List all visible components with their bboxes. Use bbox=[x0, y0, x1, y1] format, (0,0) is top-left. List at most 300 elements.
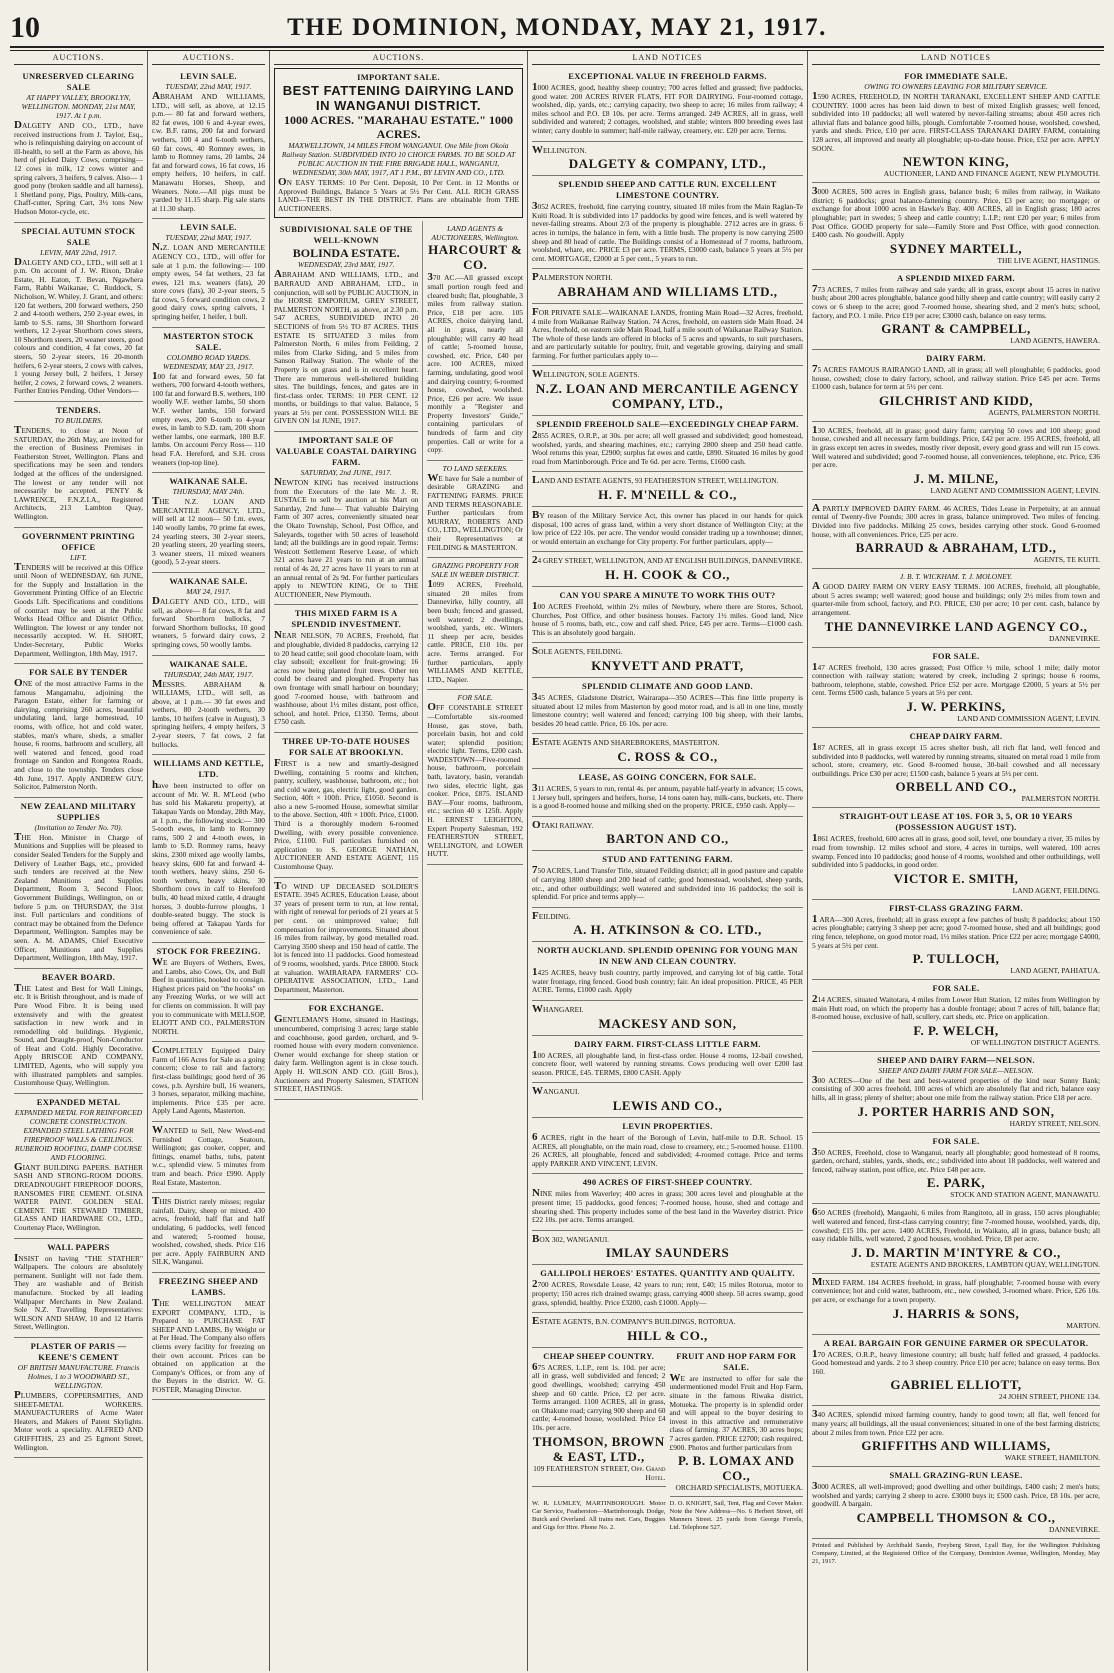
classified-ad bbox=[812, 1467, 1100, 1539]
classified-ad bbox=[812, 648, 1100, 728]
agent-name: GABRIEL ELLIOTT, bbox=[890, 1377, 1022, 1393]
classified-ad bbox=[274, 733, 418, 878]
ad-subtitle: LAND AGENTS & AUCTIONEERS, Wellington. bbox=[431, 224, 519, 243]
ad-pair bbox=[532, 1348, 803, 1497]
ad-body: 370 AC.—All grassed except small portion rough feed and cleared bush; flat, ploughable, 3 miles from railway station. Price, £18 per acre. 105 ACRES, choice dairying land, all in grass, nearly all ploughable; will carry 40 head of cattle; 5-roomed house, cowshed, etc. Price, £40 per acre. 100 ACRES, mixed farming, undulating, good wool and dairying country; 6-roomed house, cowshed, woolshed. Price, £26 per acre. We issue monthly a "Register and Property Investors' Guide," containing particulars of hundreds of farm and city properties. Call or write for a copy. bbox=[427, 271, 523, 455]
agent-name: SYDNEY MARTELL, bbox=[889, 240, 1023, 256]
ad-subtitle: LEVIN, MAY 22nd, 1917. bbox=[40, 247, 117, 257]
classified-ad bbox=[14, 798, 143, 969]
classified-ad bbox=[812, 68, 1100, 183]
lumley-ad: W. R. LUMLEY, MARTINBOROUGH. Motor Car Service, Featherston—Martinborough. Dodge, Buick and Overland. All trains met. Cars, Buggies and Gigs for Hire. Phone No. 2. bbox=[532, 1500, 666, 1532]
ad-body: A PARTLY IMPROVED DAIRY FARM. 46 ACRES, Tides Lease in Perpetuity, at an annual rental of Twenty-five Pounds; 300 acres in grass, balance unimproved. Two miles of fencing. Divided into five paddocks. Milking 25 cows, besides carrying other stock. Good 6-roomed house, with all conveniences. Price, £25 per acre. bbox=[812, 501, 1100, 539]
agent-address: OF WELLINGTON DISTRICT AGENTS. bbox=[970, 1037, 1100, 1047]
classified-ad bbox=[274, 878, 418, 1001]
classified-ad bbox=[14, 1338, 143, 1458]
classified-ad bbox=[532, 1001, 803, 1036]
footer-ads bbox=[532, 1497, 803, 1532]
classified-ad bbox=[152, 573, 265, 656]
column-auctions-1 bbox=[10, 51, 148, 1671]
classified-ad bbox=[532, 1083, 803, 1118]
ad-heading: FRUIT AND HOP FARM FOR SALE. bbox=[676, 1350, 797, 1372]
ad-headline: BEST FATTENING DAIRYING LAND IN WANGANUI DISTRICT. bbox=[282, 83, 515, 113]
ad-heading: FOR EXCHANGE. bbox=[308, 1003, 384, 1014]
agent-name: ABRAHAM AND WILLIAMS LTD., bbox=[557, 283, 778, 299]
column-heading: AUCTIONS. bbox=[152, 51, 265, 65]
classified-ad bbox=[14, 1239, 143, 1338]
classified-ad bbox=[532, 817, 803, 852]
classified-ad bbox=[532, 68, 803, 142]
ad-body: 675 ACRES, L.I.P., rent 1s. 10d. per acre; all in grass, well subdivided and fenced; 2 good dwellings, woolshed; carrying 450 sheep and 60 cattle. Price, £2 per acre. Terms arranged. 1100 ACRES, all in grass, on Ohakune road; carrying 900 sheep and 60 cattle; 4-roomed house, woolshed. Price £4 10s. per acre. bbox=[532, 1360, 666, 1432]
classified-ad bbox=[532, 769, 803, 817]
ad-body: 300 ACRES—One of the best and best-watered properties of the kind near Sunny Bank; consisting of 300 acres freehold, 100 acres of which are absolutely flat and rich, balance easy hills, all in grass; plenty of shelter; about one mile from the railway station. Price £18 per acre. bbox=[812, 1073, 1100, 1103]
ad-body: 1861 ACRES, freehold, 600 acres all in grass, good soil, level, one boundary a river, 35 miles by road from township. 12 miles school and store, 4 acres in turnips, well watered, 100 acres swamp. Fenced into 10 paddocks; good house of 4 rooms, woolshed and other outbuildings, well subdivided into 5 paddocks, in good order. bbox=[812, 832, 1100, 870]
ad-subtitle: J. B. T. WICKHAM. T. J. MOLONEY. bbox=[899, 572, 1013, 582]
agent-name: J. PORTER HARRIS AND SON, bbox=[857, 1103, 1055, 1119]
classified-ad bbox=[532, 851, 803, 907]
ad-body: GENTLEMAN'S Home, situated in Hastings, unencumbered, comprising 3 acres; large stable and coachhouse, good garden, orchard, and 9-roomed house with every modern convenience. Owner would exchange for sheep station or dairy farm. Wellington agent is in close touch. Apply H. WILSON AND CO. (Gill Bros.), Auctioneers and Property Salesmen, STATION STREET, HASTINGS. bbox=[274, 1013, 419, 1094]
classified-ad bbox=[152, 1042, 265, 1122]
agent-address: LAND AGENT AND COMMISSION AGENT, LEVIN. bbox=[930, 485, 1100, 495]
ad-heading: SHEEP AND DAIRY FARM—NELSON. bbox=[877, 1054, 1035, 1065]
classified-ad bbox=[14, 528, 143, 665]
agent-name: GRIFFITHS AND WILLIAMS, bbox=[861, 1438, 1051, 1454]
agent-name: THOMSON, BROWN & EAST, LTD., bbox=[532, 1433, 665, 1464]
classified-ad bbox=[152, 755, 265, 943]
ad-heading: FOR SALE BY TENDER bbox=[29, 667, 128, 678]
agent-address: STOCK AND STATION AGENT, MANAWATU. bbox=[950, 1190, 1100, 1200]
classified-ad bbox=[532, 1231, 803, 1266]
ad-body: 311 ACRES, 5 years to run, rental 4s. per annum, payable half-yearly in advance; 15 cows, 1 Jersey bull, springers and heifers, horse, 14 tons oaten hay, milk-cans, buckets, etc. There is a good 8-roomed house and milking shed on the property. PRICE, £950 cash. Apply— bbox=[532, 781, 803, 811]
ad-list bbox=[423, 221, 523, 1099]
classified-ad bbox=[274, 1000, 418, 1099]
ad-subtitle: GRAZING PROPERTY FOR SALE IN WEBER DISTRICT. bbox=[431, 561, 520, 580]
ad-body: WE are instructed to offer for sale the undermentioned model Fruit and Hop Farm, situate in the famous Riwaka district, Motueka. The property is in splendid order and will appeal to the buyer desiring to invest in this attractive and remunerative class of farming. 37 ACRES, 30 acres hops; 7 acres garden. PRICE £2700; cash required, £900. Photos and further particulars from bbox=[669, 1371, 803, 1452]
classified-ad bbox=[14, 1094, 143, 1239]
classified-ad bbox=[532, 1313, 803, 1348]
agent-name: VICTOR E. SMITH, bbox=[893, 870, 1019, 886]
classified-ad bbox=[532, 908, 803, 943]
ad-heading: EXCEPTIONAL VALUE IN FREEHOLD FARMS. bbox=[568, 71, 767, 81]
ad-body: FOR PRIVATE SALE—WAIKANAE LANDS, fronting Main Road—32 Acres, freehold, 4 mile from Waikanae Railway Station. 74 Acres, freehold, on eastern side Main Road. 24 Acres, freehold, on eastern side Main Road, half a mile south of Waikanae Railway Station. The whole of these lands are offered in blocks of 5 acres and upwards, to suit purchasers, and are particularly suitable for poultry, fruit, and vegetable growing, dairying and small farming. For further particulars apply to— bbox=[532, 305, 804, 360]
column-split bbox=[274, 221, 523, 1099]
ad-heading: LEASE, AS GOING CONCERN, FOR SALE. bbox=[578, 771, 757, 782]
classified-ad bbox=[152, 943, 265, 1042]
ad-body: GIANT BUILDING PAPERS. BATHER SASH AND STRONG-ROOM DOORS. DREADNOUGHT FIREPROOF DOORS, RANSOMES FIRE CEMENT. OLSINA WATER PAINT. GOLDEN SEAL CEMENT. THE STEWARD TIMBER, GLASS AND HARDWARE CO., LTD., Courtenay Place, Wellington. bbox=[14, 1160, 143, 1232]
classified-ad bbox=[532, 416, 803, 472]
ad-heading: SPLENDID SHEEP AND CATTLE RUN. EXCELLENT LIMESTONE COUNTRY. bbox=[558, 179, 777, 201]
ad-body: THE Hon. Minister in Charge of Munitions and Supplies will be pleased to consider Sealed Tenders for the Supply and Delivery of Leather Bags, etc., provided such tenders are received at the New Zealand Munitions and Supplies Department, Room 3, Second Floor, Government Buildings, Wellington, on or before 5 p.m. on THURSDAY, the 31st inst. Full particulars and conditions of contract may be obtained from the Defence Department, Wellington. Samples may be seen. A. M. ADAMS, Chief Executive Officer, Munitions and Supplies Department, Wellington, 18th May, 1917. bbox=[14, 830, 143, 963]
ad-body: OTAKI RAILWAY. bbox=[532, 818, 594, 831]
ad-heading: IMPORTANT SALE OF VALUABLE COASTAL DAIRYING FARM. bbox=[275, 435, 417, 468]
ad-subtitle: SATURDAY, 2nd JUNE, 1917. bbox=[300, 468, 392, 478]
ad-body: INSIST on having "THE STATHER" Wallpapers. The colours are absolutely permanent. Sunlight will not fade them. They are washable and of British manufacture. Stocked by all leading Wallpaper Merchants in New Zealand. Sole N.Z. Travelling Representatives: WILSON AND SHAW, 10 and 12 Harris Street, Wellington. bbox=[14, 1251, 143, 1332]
classified-ad bbox=[532, 269, 803, 304]
agent-name: H. F. M'NEILL & CO., bbox=[598, 487, 737, 503]
classified-ad bbox=[532, 942, 803, 1001]
ad-body: FIRST is a new and smartly-designed Dwelling, containing 5 rooms and kitchen, pantry, scullery, washhouse, bathroom, etc.; hot and cold water, gas, electric light, good garden. Section, 40ft × 100ft. Price, £1050. Second is also a new 5-roomed House, somewhat similar to the above. Section, 40ft × 100ft. Price, £1000. Third is a thoroughly modern 6-roomed Dwelling, with every possible convenience. Price, £1100. Full particulars furnished on application to S. GEORGE NATHAN, AUCTIONEER AND ESTATE AGENT, 115 Customhouse Quay. bbox=[274, 756, 419, 872]
ad-subtitle: AT HAPPY VALLEY, BROOKLYN, WELLINGTON. MONDAY, 21st MAY, 1917. At 1 p.m. bbox=[21, 93, 136, 120]
classified-ad bbox=[812, 808, 1100, 899]
agent-address: AGENTS, TE KUITI. bbox=[1033, 555, 1100, 565]
agent-name: H. H. COOK & CO., bbox=[605, 567, 730, 582]
classified-ad bbox=[812, 900, 1100, 980]
agent-name: J. M. MILNE, bbox=[913, 470, 999, 486]
ad-body: 2855 ACRES, O.R.P., at 30s. per acre; all well grassed and subdivided; good homestead, woolshed, yards, and shearing machines, etc.; carrying 2800 sheep and 250 head cattle. Wool returns this year, £2900; surplus fat ewes and cattle, £890. Situated 16 miles by good road from Martinborough. Price and Te 6d. per acre. Terms, £1600 cash. bbox=[532, 429, 803, 466]
agent-name: MACKESY AND SON, bbox=[598, 1015, 737, 1031]
ad-heading: FIRST-CLASS GRAZING FARM. bbox=[889, 902, 1023, 913]
ad-subtitle: OWING TO OWNERS LEAVING FOR MILITARY SERVICE. bbox=[864, 82, 1048, 91]
ad-subtitle: TUESDAY, 22nd MAY, 1917. bbox=[165, 82, 252, 91]
ad-body: ONE of the most attractive Farms in the famous Mangamahu, adjoining the Paragon Estate, either for farming or dairying, comprising 260 acres, beautiful undulating land, large homestead, 10 rooms, with office, hot and cold water, stables, man's whare, sheds, a smaller house, 6 rooms, bathroom and scullery, all well watered and fenced, good road frontage on Sandon and Rongotea Roads, and close to the township. Tenders close 4th June, 1917. Apply ANDREW GUY, Solicitor, Palmerston North. bbox=[14, 677, 143, 792]
ad-heading: FREEZING SHEEP AND LAMBS. bbox=[158, 1275, 259, 1297]
classified-ad bbox=[274, 432, 418, 605]
ad-body: ESTATE AGENTS AND SHAREBROKERS, MASTERTON. bbox=[532, 736, 720, 749]
knight-ad: D. O. KNIGHT, Sail, Tent, Flag and Cover Maker. Note the New Address—No. 6 Herbert Street, off Manners Street. 25 yards from George Forrels, Ltd. Telephone 527. bbox=[669, 1500, 803, 1532]
ad-body: 340 ACRES, splendid mixed farming country, handy to good town; all flat, well fenced for many years; all buildings, all the usual conveniences; situated in one of the best farming districts; about 2 miles from town. Price £22 per acre. bbox=[812, 1408, 1100, 1437]
classified-ad bbox=[812, 500, 1100, 569]
ad-heading: FOR SALE. bbox=[932, 1135, 980, 1146]
ad-body: PALMERSTON NORTH. bbox=[532, 271, 613, 284]
ad-body: 1 ARA—300 Acres, freehold; all in grass except a few patches of bush; 8 paddocks; about 150 acres ploughable; carrying 3 sheep per acre; good 7-roomed house, shed and all buildings; good ring fence, telephone, on good motor road, 1½ miles station. Price £22 per acre; mortgage £4000, 5 years at 5½ per cent. bbox=[812, 912, 1100, 950]
classified-ad bbox=[274, 221, 418, 432]
ad-body: THE WELLINGTON MEAT EXPORT COMPANY, LTD., is Prepared to PURCHASE FAT SHEEP AND LAMBS, By Weight or at Per Head. The Company also offers clients every facility for freezing on their own account. Prices can be obtained on application at the Company's Offices, or from any of the Buyers in the district. W. G. FOSTER, Managing Director. bbox=[152, 1296, 265, 1394]
ad-subtitle: FOR SALE. bbox=[457, 693, 493, 703]
ad-subtitle: COLOMBO ROAD YARDS. WEDNESDAY, MAY 23, 1917. bbox=[163, 352, 254, 371]
ad-subtitle: (Invitation to Tender No. 70). bbox=[34, 822, 123, 832]
column-auctions-2 bbox=[148, 51, 270, 1671]
ad-body: WE are Buyers of Wethers, Ewes, and Lambs, also Cows, Ox, and Bull Beef in quantities, hooked to consign. Highest prices paid on "the hooks" on any Freezing Works, or we will act for clients on commission. It will pay you to communicate with MELLSOP, ELIOTT AND CO., PALMERSTON NORTH. bbox=[152, 955, 265, 1036]
agent-name: C. ROSS & CO., bbox=[617, 748, 718, 764]
column-auctions-3 bbox=[270, 51, 528, 1671]
ad-subtitle: SHEEP AND DAIRY FARM FOR SALE—NELSON. bbox=[878, 1065, 1034, 1075]
agent-name: P. TULLOCH, bbox=[912, 951, 1000, 967]
ad-body: TENDERS will be received at this Office until Noon of WEDNESDAY, 6th JUNE, for the Supply and Installation in the Government Printing Office of an Electric Goods Lift. Specifications and conditions of contract may be seen at the Public Works Head Office and District Office, Wellington. The lowest or any tender not necessarily accepted. W. H. SHORT, Under-Secretary, Public Works Department, Wellington, 18th May, 1917. bbox=[14, 560, 143, 658]
ad-body: 345 ACRES, Gladstone District, Wairarapa—350 ACRES—This fine little property is situated about 12 miles from Masterton by good motor road, and is all in one line, mostly limestone country; well watered and fenced; carrying 100 big sheep, with their lambs, besides 20 head cattle. Price, £6 10s. per acre. bbox=[532, 690, 803, 728]
ad-body: DALGETY AND CO., LTD., will sell, as above— 8 fat cows, 8 fat and forward Shorthorn bullocks, 7 forward Shorthorn bullocks, 10 good weaners, 5 forward dairy cows, 2 springing cows, 50 woolly lambs. bbox=[152, 594, 265, 649]
agent-address: WAKE STREET, HAMILTON. bbox=[1004, 1453, 1100, 1463]
classified-ad bbox=[152, 219, 265, 327]
ad-body: THE N.Z. LOAN AND MERCANTILE AGENCY, LTD., will sell at 12 noon— 50 f.m. ewes, 140 woolly lambs, 70 prime fat ewes, 24 yearling steers, 30 2-year steers, 20 yearling steers, 20 yearling steers, 3 weaner steers, 11 mixed weaners (good), 5 2-year steers. bbox=[152, 495, 265, 567]
ad-heading: STUD AND FATTENING FARM. bbox=[602, 854, 733, 865]
ad-body: A GOOD DAIRY FARM ON VERY EASY TERMS. 100 ACRES, freehold, all ploughable, about 5 acres swamp; well watered; good house and buildings; only 2½ miles from town and quarter-mile from school, factory, and P.O. PRICE, £30 per acre; 10 per cent. cash, balance by arrangement. bbox=[812, 580, 1100, 617]
ad-body: BOX 302, WANGANUI. bbox=[532, 1232, 610, 1245]
ad-heading: WAIKANAE SALE. bbox=[169, 575, 248, 586]
agent-name: DALGETY & COMPANY, LTD., bbox=[568, 156, 767, 172]
classified-ad bbox=[532, 366, 803, 416]
ad-heading: SPLENDID CLIMATE AND GOOD LAND. bbox=[582, 680, 753, 691]
ad-body: 3052 ACRES, freehold, fine carrying country, situated 18 miles from the Main Raglan-Te Kuiti Road. It is subdivided into 17 paddocks by good wire fences, and is well watered by never-failing streams. About 2/3 of the property is ploughable. 2712 acres are in grass. 6 acres in turnips, the balance in fern, with a little bush. The property is now carrying 2500 sheep and 80 head of cattle. The Buildings consist of a Homestead of 7 rooms, bathroom, woolshed, whare, etc. PRICE £3 per acre. TERMS, £3000 cash, balance 5 years at 5½ per cent. MORTGAGE, £2000 at 5 per cent., 5 years to run. bbox=[532, 200, 803, 263]
classified-ad bbox=[427, 690, 523, 865]
classified-ad bbox=[812, 1052, 1100, 1133]
classified-ad bbox=[152, 473, 265, 573]
ad-subtitle: MAY 24, 1917. bbox=[186, 586, 231, 596]
ad-body: BY reason of the Military Service Act, this owner has placed in our hands for quick disposal, 100 acres of grass land, within a very short distance of Wellington City; at the low price of £22 10s. per acre. The vendor would consider trading up a townhouse; dinner, or would entertain an exchange for City property. For further particulars, apply— bbox=[532, 509, 803, 546]
ad-heading: A SPLENDID MIXED FARM. bbox=[897, 272, 1015, 283]
classified-ad bbox=[532, 1348, 666, 1487]
ad-body: 1425 ACRES, heavy bush country, partly improved, and carrying lot of big cattle. Total water frontage, ring fenced. Good bush country; fair. An ideal proposition. PRICE, 45 PER ACRE. Terms, £1000 cash. Apply bbox=[532, 966, 803, 995]
classified-ad bbox=[532, 734, 803, 769]
page-number: 10 bbox=[10, 11, 40, 44]
ad-body: 750 ACRES, Land Transfer Title, situated Feilding district; all in good pasture and capable of carrying 1800 sheep and 200 head of cattle; good homestead, woolshed, sheep yards, etc., and other outbuildings; well watered and subdivided into 16 paddocks; the soil is splendid. For price and terms apply— bbox=[532, 864, 803, 902]
ad-heading: WILLIAMS AND KETTLE, LTD. bbox=[153, 758, 264, 780]
ad-body: COMPLETELY Equipped Dairy Farm of 166 Acres for Sale as a going concern; close to rail and factory; first-class buildings; good herd of 36 cows, p.b. Ayrshire bull, 16 weaners, 3 horses, separator, milking machine, implements. Price £35 per acre. Apply Land Agents, Masterton. bbox=[152, 1044, 265, 1116]
ad-subheadline: 1000 ACRES. "MARAHAU ESTATE." 1000 ACRES. bbox=[284, 113, 513, 141]
agent-address: DANNEVIRKE. bbox=[1048, 633, 1100, 643]
agent-address: DANNEVIRKE. bbox=[1048, 1524, 1100, 1534]
ad-body: FEILDING. bbox=[532, 909, 571, 922]
ad-list bbox=[14, 68, 143, 1458]
classified-ad bbox=[532, 507, 803, 552]
agent-address: 24 JOHN STREET, PHONE 134. bbox=[998, 1392, 1100, 1402]
classified-ad bbox=[812, 569, 1100, 647]
ad-body: NEWTON KING has received instructions from the Executors of the late Mr. J. R. EUSTACE to sell by auction at his Mart on Saturday, 2nd June— That valuable Dairying Farm of 307 acres, conveniently situated near the Okato Township, School, Post Office, and Saleyards, together with 50 acres of leasehold land; all the buildings are in good repair. Terms: Westcott Settlement Reserve Lease, of which 321 acres have 21 years to run at an annual rental of 4s 2d, 27 acres have 11 years to run at an annual rental of 2s 9d. For further particulars apply to NEWTON KING, Or to THE AUCTIONEER, New Plymouth. bbox=[274, 476, 419, 599]
agent-name: NEWTON KING, bbox=[902, 154, 1010, 170]
ad-heading: SUBDIVISIONAL SALE OF THE WELL-KNOWN bbox=[279, 224, 413, 246]
ad-body: DALGETY AND CO., LTD., have received instructions from J. Taylor, Esq., who is relinquishing dairying on account of ill-health, to sell at the Farm as above, his herd of picked Dairy Cows, comprising— 12 cows in milk, 12 cows winter and spring calvers, 3 heifers, 9 calves. Also— 1 good pony (broken saddle and all harness), 1 Shetland pony, Pigs, Poultry, Milk-cans, Chaff-cutter, Spring Cart, 3½ tons New Hudson Motor-cycle, etc. bbox=[14, 119, 143, 216]
agent-name: E. PARK, bbox=[926, 1175, 986, 1191]
ad-heading: MASTERTON STOCK SALE. bbox=[163, 330, 254, 352]
agent-name: A. H. ATKINSON & CO. LTD., bbox=[573, 922, 762, 938]
classified-ad bbox=[274, 605, 418, 733]
marahau-estate-ad bbox=[274, 68, 523, 218]
classified-ad bbox=[812, 1406, 1100, 1467]
agent-address: ORCHARD SPECIALISTS, MOTUEKA. bbox=[675, 1483, 803, 1493]
ad-body: WANGANUI. bbox=[532, 1085, 580, 1098]
agent-name: N.Z. LOAN AND MERCANTILE AGENCY COMPANY, LTD., bbox=[535, 381, 800, 412]
ad-body: 214 ACRES, situated Waitotara, 4 miles from Lower Hutt Station, 12 miles from Wellington by main Hutt road, on which the property has a double frontage; about 7 acres of hill, balance flat; 8-roomed house, exclusive of hall, scullery, cart sheds, etc. Price on application. bbox=[812, 993, 1100, 1022]
agent-name: J. D. MARTIN M'INTYRE & CO., bbox=[851, 1244, 1061, 1260]
classified-ad bbox=[812, 980, 1100, 1052]
classified-ad bbox=[532, 587, 803, 643]
classified-ad bbox=[14, 68, 143, 223]
ad-heading: GALLIPOLI HEROES' ESTATES. QUANTITY AND QUALITY. bbox=[540, 1268, 795, 1279]
imprint: Printed and Published by Archibald Sando, Freyberg Street, Lyall Bay, for the Wellington Publishing Company, Limited, at the Registered Office of the Company, Dominion Avenue, Wellington, Monday, May 21, 1917. bbox=[812, 1541, 1100, 1565]
agent-name: BARRAUD & ABRAHAM, LTD., bbox=[855, 540, 1057, 556]
masthead bbox=[10, 6, 1104, 48]
agent-address: LAND AND COMMISSION AGENT, LEVIN. bbox=[957, 713, 1100, 723]
classified-ad bbox=[427, 221, 523, 460]
ad-heading: IMPORTANT SALE. bbox=[357, 72, 440, 82]
ad-body: WE have for Sale a number of desirable GRAZING and FATTENING FARMS. PRICE AND TERMS REASONABLE. Further particulars from MURRAY, ROBERTS AND CO., LTD., WELLINGTON; Or their Representatives at FEILDING & MASTERTON. bbox=[427, 471, 523, 552]
agent-name: KNYVETT AND PRATT, bbox=[591, 657, 744, 673]
agent-name: IMLAY SAUNDERS bbox=[605, 1245, 730, 1261]
ad-body: NEAR NELSON, 70 ACRES, Freehold, flat and ploughable, divided 8 paddocks, carrying 12 to 20 head cattle; soil good chocolate loam, with clay subsoil; excellent for fruit-growing; 16 acres now being planted fruit trees. Other ten could be cleared and ploughed. Property has own frontage with small harbour on boundary; good 7-roomed house, with bathroom and washhouse, about 1½ miles distant, post office, school, and hotel. Price, £1350. Terms, about £750 cash. bbox=[274, 629, 419, 727]
ad-body: 1099 ACRES, Freehold, situated 20 miles from Dannevirke, hilly country, all been bush; fenced and grassed, well watered; 2 dwellings, woolshed, yards, etc. Winters 11 sheep per acre, besides cattle. PRICE, £10 10s. per acre. Terms arranged. For further particulars, apply WILLIAMS AND KETTLE, LTD., Napier. bbox=[427, 578, 523, 684]
ad-body: 2700 ACRES, Rowsdale Lease, 42 years to run; rent, £40; 15 miles Rotorua, motor to property; 150 acres rich drained swamp; grass, carrying 4000 sheep. 50 acres swamp, good grass, splendid, healthy. Price £3200, cash £1000. Apply— bbox=[532, 1278, 803, 1307]
ad-subtitle: THURSDAY, 24th MAY, 1917. bbox=[163, 669, 254, 679]
classified-ad bbox=[812, 350, 1100, 422]
agent-name: GILCHRIST AND KIDD, bbox=[878, 392, 1034, 408]
ad-body: 75 ACRES FAMOUS RAIRANGO LAND, all in grass; all well ploughable; 6 paddocks, good house, cowshed; close to dairy factory, school, and railway station. Price £45 per acre. Terms £1000 cash, balance for term at 5½ per cent. bbox=[812, 363, 1100, 392]
ad-body: NINE miles from Waverley; 400 acres in grass; 300 acres level and ploughable at the present time; 15 paddocks, good fences; 7-roomed house, house, shed and cottage and shearing shed. This property includes some of the best land in the Waverley district. Price £22 10s. per acre. Terms arranged. bbox=[532, 1187, 803, 1225]
agent-name: HARCOURT & CO. bbox=[428, 242, 523, 273]
ad-body: 3000 ACRES, all well-improved; good dwelling and other buildings, £400 cash; 2 men's huts; woolshed and yards; carrying 2 sheep to acre. £3000 buys it; £500 cash. Price, £8 10s. per acre, goodwill. A bargain. bbox=[812, 1480, 1100, 1509]
ad-heading: STRAIGHT-OUT LEASE AT 10S. FOR 3, 5, OR 10 YEARS (POSSESSION AUGUST 1ST). bbox=[839, 811, 1073, 833]
agent-name: ORBELL AND CO., bbox=[895, 779, 1017, 795]
ad-body: TO WIND UP DECEASED SOLDIER'S ESTATE. 3945 ACRES, Education Lease, about 37 years of present term to run, at low rental, with right of renewal for periods of 21 years at 5 per cent. on unimproved value; full compensation for improvements. Situated about 16 miles from railway, by good metalled road. Carrying 3500 sheep and 150 head of cattle. The lot is fenced into 11 paddocks. Good homestead of 9 rooms, woolshed, yards. Price £8000. Stock at valuation. WAIRARAPA FARMERS' CO-OPERATIVE ASSOCIATION, LTD., Land Department, Masterton. bbox=[274, 879, 419, 994]
classified-ad bbox=[152, 1122, 265, 1193]
ad-body: ABRAHAM AND WILLIAMS, LTD., will sell, as above, at 12.15 p.m.— 80 fat and forward wethers, 82 fat ewes, 100 6 and 4-year ewes, r.w. B.F. rams, 200 fat and forward wethers, 100 4 and 6-tooth wethers, 60 fat cows, 40 Romney ewes, in lamb to Romney rams, 20 lambs, 24 fat and forward cows, 16 fat cows, 16 empty heifers, 10 heifers, in calf. Manawatu Horses, Sheep, and Weaners. Note.—All pigs must be yarded by 11.15 sharp. Pig sale starts at 11.30 sharp. bbox=[152, 90, 265, 213]
ad-heading: PLASTER OF PARIS — KEENE'S CEMENT bbox=[30, 1340, 127, 1362]
ad-heading: A REAL BARGAIN FOR GENUINE FARMER OR SPECULATOR. bbox=[823, 1337, 1089, 1348]
ad-body: OFF CONSTABLE STREET—Comfortable six-roomed House, gas stove, bath, porcelain basin, hot and cold water; splendid position; electric light. Terms, £200 cash. WADESTOWN—Five-roomed house, bathroom, porcelain bath, lavatory, basin, verandah two sides, electric light, gas cooker. Price, £875. ISLAND BAY—Four rooms, bathroom, etc.; section 40 x 125ft. Apply H. ERNEST LEIGHTON, Expert Property Salesman, 192 FEATHERSTON STREET, WELLINGTON, and LOWER HUTT. bbox=[427, 701, 523, 859]
column-heading: AUCTIONS. bbox=[274, 51, 523, 65]
agent-address: LAND AGENT, FEILDING. bbox=[1012, 885, 1100, 895]
agent-address: MARTON. bbox=[1066, 1320, 1100, 1330]
classified-ad bbox=[812, 1274, 1100, 1335]
ad-body: 650 ACRES (freehold), Mangaohi, 6 miles from Rangitoto, all in grass, 150 acres ploughable; well watered and fenced, first-class carrying country; fine 7-roomed house, woolshed, yards, dip, cowshed; £15 10s. per acre. 1400 ACRES, Freehold, in Waikato, all in grass, balance bush; all easy ridable hills, well watered, 2 good houses, woolshed. Price, £8 per acre. bbox=[812, 1206, 1100, 1244]
ad-subtitle: OF BRITISH MANUFACTURE. Francis Holmes, 1 to 3 WOODWARD ST., WELLINGTON. bbox=[17, 1362, 140, 1390]
ad-right bbox=[670, 1348, 804, 1497]
classified-ad bbox=[14, 402, 143, 528]
ad-heading: WAIKANAE SALE. bbox=[169, 658, 248, 669]
ad-heading: FOR SALE. bbox=[932, 650, 980, 661]
ad-heading: CAN YOU SPARE A MINUTE TO WORK THIS OUT? bbox=[559, 590, 776, 600]
classified-ad bbox=[532, 304, 803, 367]
column-heading: AUCTIONS. bbox=[14, 51, 143, 65]
agent-name: HILL & CO., bbox=[627, 1327, 708, 1343]
ad-heading: CHEAP SHEEP COUNTRY. bbox=[543, 1350, 655, 1361]
classified-ad bbox=[14, 664, 143, 798]
classified-ad bbox=[812, 422, 1100, 500]
agent-name: CAMPBELL THOMSON & CO., bbox=[856, 1509, 1056, 1525]
ad-body: SOLE AGENTS, FEILDING. bbox=[532, 645, 623, 658]
classified-ad bbox=[532, 643, 803, 678]
column-land-notices-2 bbox=[808, 51, 1104, 1671]
classified-ad bbox=[14, 969, 143, 1094]
ad-body: 100 fat and forward ewes, 50 fat wethers, 700 forward 4-tooth wethers, 100 fat and forward B.S. wethers, 100 woolly W.F. wether lambs, 50 shorn W.F. wether lambs, 150 forward empty ewes, 200 6-tooth to 4-year ewes, in lamb to S.D. ram, 200 shorn wether lambs, one earmark, 180 B.F. lambs. On account Percy Ross— 110 head F.A. Hereford, and S.H. cross weaners (top-top line). bbox=[152, 369, 265, 467]
ad-list bbox=[274, 221, 423, 1099]
agent-name: J. W. PERKINS, bbox=[906, 698, 1006, 714]
ad-body: THIS District rarely misses; regular rainfall. Dairy, sheep or mixed. 430 acres, freehold, half flat and half undulating, 6 paddocks, well fenced and watered; 5-roomed house, woolshed, cowshed, sheds. Price £16 per acre. Apply FAIRBURN AND SILK, Wanganui. bbox=[152, 1195, 265, 1267]
agent-address: LAND AGENTS, HAWERA. bbox=[1010, 336, 1100, 346]
ad-body: ABRAHAM AND WILLIAMS, LTD., and BARRAUD AND ABRAHAM, LTD., in conjunction, will sell by PUBLIC AUCTION, in the HORSE EMPORIUM, GREY STREET, PALMERSTON NORTH, as above, at 2.30 p.m. 547 ACRES, SUBDIVIDED INTO 20 SECTIONS of from 5½ TO 87 ACRES. THIS ESTATE IS SITUATED 3 miles from Palmerston North, 6 miles from Feilding, 2 miles from Clarke Siding, and 5 miles from Sanson Railway Station. The whole of the Property is on grass and is in excellent heart. There are numerous well-sheltered building sites. The buildings, fences, and gates are in first-class order. TERMS: 10 PER CENT. 12 months, or buildings to that value. Balance, 5 years at 5½ per cent. POSSESSION WILL BE GIVEN ON 1st JUNE, 1917. bbox=[274, 268, 419, 426]
agent-name: GRANT & CAMPBELL, bbox=[881, 321, 1031, 337]
ad-heading: CHEAP DAIRY FARM. bbox=[909, 730, 1003, 741]
classified-ad bbox=[670, 1348, 804, 1497]
agent-name: BARTON AND CO., bbox=[606, 831, 729, 847]
ad-heading: FOR SALE. bbox=[932, 983, 980, 994]
ad-heading: SPLENDID FREEHOLD SALE—EXCEEDINGLY CHEAP FARM. bbox=[536, 419, 799, 430]
column-land-notices-1 bbox=[528, 51, 808, 1671]
ad-heading: SPECIAL AUTUMN STOCK SALE bbox=[21, 225, 136, 247]
classified-ad bbox=[152, 1273, 265, 1401]
ad-body: TENDERS, to close at Noon of SATURDAY, the 26th May, are invited for the erection of Business Premises in Featherston Street, Wellington. Plans and specifications may be seen and tenders lodged at the offices of the undersigned. The lowest or any tender will not necessarily be accepted. PENTY & LAWRENCE, F.N.Z.I.A., Registered Architects, 213 Lambton Quay, Wellington. bbox=[14, 424, 143, 521]
classified-ad bbox=[152, 656, 265, 756]
agent-address: LAND AGENT, PAHIATUA. bbox=[1010, 966, 1100, 976]
ad-body: 350 ACRES, Freehold, close to Wanganui, nearly all ploughable; good homestead of 8 rooms, garden, orchard, stables, yards, sheds, etc.; subdivided into about 18 paddocks, well watered and fenced, railway station, post office, etc. Price £48 per acre. bbox=[812, 1145, 1100, 1174]
ad-subtitle: TO LAND SEEKERS. bbox=[442, 463, 508, 473]
ad-body: WHANGAREI. bbox=[532, 1003, 584, 1016]
ad-heading: BEAVER BOARD. bbox=[41, 971, 116, 982]
ad-body: 187 ACRES, all in grass except 15 acres shelter bush, all rich flat land, well fenced and subdivided into 8 paddocks, well watered by running streams, situated on metal road 1 mile from school, store, creamery, etc. Good 8-roomed house, 30-bail cowshed and all necessary outbuildings. Price £30 per acre; £1500 cash, balance 5 years at 5½ per cent. bbox=[812, 740, 1100, 778]
agent-address: 109 FEATHERSTON STREET, Opp. Grand Hotel. bbox=[533, 1463, 666, 1482]
ad-body: 773 ACRES, 7 miles from railway and sale yards; all in grass, except about 15 acres in native bush; about 200 acres ploughable, balance good hilly sheep and cattle country; will easily carry 2 cows or 6 sheep to the acre; good 7-roomed house, shearing shed, and 2 men's huts; school, factory, and P.O. 1 mile. Price £19 per acre; £3000 cash, balance on easy terms. bbox=[812, 282, 1100, 320]
newspaper-title: THE DOMINION, MONDAY, MAY 21, 1917. bbox=[287, 14, 827, 41]
ad-list bbox=[152, 68, 265, 1400]
ad-subtitle: TUESDAY, 22nd MAY, 1917. bbox=[165, 233, 252, 243]
ad-body: 130 ACRES, freehold, all in grass; good dairy farm; carrying 50 cows and 100 sheep; good house, cowshed and all necessary farm buildings. Price, £42 per acre. 195 ACRES, freehold, all in grass except ten acres in swedes, mostly river deposit, every good grass and will run 15 cows. Well watered and subdivided; good 7-roomed house, all conveniences, telephone, etc. Price, £36 per acre. bbox=[812, 423, 1100, 470]
ad-subtitle: LIFT. bbox=[70, 552, 87, 562]
columns bbox=[10, 51, 1104, 1671]
agent-name: THE DANNEVIRKE LAND AGENCY CO., bbox=[824, 618, 1088, 634]
column-heading: LAND NOTICES bbox=[532, 51, 803, 65]
classified-ad bbox=[427, 461, 523, 558]
ad-body: 1000 ACRES, good, healthy sheep country; 700 acres felled and grassed; five paddocks, good water. 200 ACRES RIVER FLATS, FIT FOR DAIRYING. Four-roomed cottage, woolshed, dip, yards, etc.; carrying capacity, two sheep to acre; 16 miles from railway; 4 miles school and P.O. £8 10s. per acre. Terms arranged. 249 ACRES, all in grass, well subdivided and watered; 2 cottages, woolshed, and stable; winters 800 breeding ewes last winter; carry double in summer; half-mile railway, creamery, etc. £20 per acre. Terms. bbox=[532, 81, 803, 135]
agent-name: J. HARRIS & SONS, bbox=[892, 1305, 1020, 1321]
agent-address: HARDY STREET, NELSON. bbox=[1009, 1118, 1100, 1128]
classified-ad bbox=[812, 1204, 1100, 1273]
agent-address: ESTATE AGENTS AND BROKERS, LAMBTON QUAY, WELLINGTON. bbox=[870, 1259, 1100, 1269]
classified-ad bbox=[532, 1118, 803, 1174]
ad-heading: WAIKANAE SALE. bbox=[169, 476, 248, 487]
classified-ad bbox=[532, 472, 803, 507]
agent-address: AUCTIONEER, LAND AND FINANCE AGENT, NEW PLYMOUTH. bbox=[883, 169, 1100, 179]
ad-body: 147 ACRES freehold, 130 acres grassed; Post Office ½ mile, school 1 mile; daily motor connection with railway station; watered by creek, including 2 springs; house 6 rooms, bathroom, telephone, stable, cowshed. Price £52 per acre. Mortgage £2000, 5 years at 5½ per cent. Terms £500 cash, balance 5 years at 5½ per cent. bbox=[812, 660, 1100, 698]
ad-headline: BOLINDA ESTATE. bbox=[292, 246, 400, 261]
ad-heading: WALL PAPERS bbox=[47, 1241, 110, 1252]
ad-heading: THREE UP-TO-DATE HOUSES FOR SALE AT BROOKLYN. bbox=[282, 735, 410, 757]
classified-ad bbox=[532, 176, 803, 269]
ad-body: have been instructed to offer on account of Mr. W. R. M'Leod (who has sold his Makaretu property), at Takapau Yards on Monday, 28th May, at 1 p.m., the following stock:— 300 5-tooth ewes, in lamb to Romney rams, 500 2 and 4-tooth ewes, in lamb to S.D. Romney rams, heavy skins, 2300 mixed age woolly lambs, heavy skins, 600 fat and forward 4-tooth wethers, heavy skins, 250 6-tooth wethers, heavy skins, 30 Shorthorn cows in calf to Hereford bulls, 40 head mixed cattle, 4 draught horses, 3 double-furrow ploughs, 1 double-seated buggy. The stock is being offered at Takapau Yards for convenience of sale. bbox=[152, 779, 265, 937]
classified-ad bbox=[152, 328, 265, 474]
ad-heading: NORTH AUCKLAND. SPLENDID OPENING FOR YOUNG MAN IN NEW AND CLEAN COUNTRY. bbox=[537, 945, 798, 967]
agent-address: THE LIVE AGENT, HASTINGS. bbox=[997, 255, 1100, 265]
ad-list bbox=[812, 68, 1100, 1539]
classified-ad bbox=[14, 223, 143, 403]
ad-body: WELLINGTON, SOLE AGENTS. bbox=[532, 368, 640, 381]
ad-subtitle: MAXWELLTOWN, 14 MILES FROM WANGANUI. One Mile from Okoia Railway Station. SUBDIVIDED INTO 10 CHOICE FARMS. TO BE SOLD AT PUBLIC AUCTION IN THE FIRE BRIGADE HALL, WANGANUI, WEDNESDAY, 30th MAY, 1917, AT 1 P.M., BY LEVIN AND CO., LTD. bbox=[281, 141, 516, 177]
ad-body: ON EASY TERMS: 10 Per Cent. Deposit, 10 Per Cent. in 12 Months or Approved Buildings, Balance 5 Years at 5½ Per Cent. ALL RICH GRASS LAND—THE BEST IN THE DISTRICT. Plans are obtainable from THE AUCTIONEERS. bbox=[278, 176, 519, 213]
column-heading: LAND NOTICES bbox=[812, 51, 1100, 65]
ad-subtitle: EXPANDED METAL FOR REINFORCED CONCRETE CONSTRUCTION. EXPANDED STEEL LATHING FOR FIREPROOF WALLS & CEILINGS. RUBEROID ROOFING, DAMP COURSE AND FLOORING. bbox=[14, 1107, 143, 1162]
classified-ad bbox=[532, 678, 803, 734]
ad-heading: GOVERNMENT PRINTING OFFICE bbox=[22, 530, 135, 552]
ad-heading: LEVIN SALE. bbox=[180, 71, 237, 81]
classified-ad bbox=[812, 1133, 1100, 1205]
ad-body: 100 ACRES Freehold, within 2½ miles of Newbury, where there are Stores, School, Churches, Post Office, and other business houses. Factory 1½ miles. Good land, Nice house of 5 rooms, bath, etc., cow and calf shed. Price, £45 per acre. Terms—£1000 cash. This is an absolutely good bargain. bbox=[532, 600, 803, 637]
ad-body: MESSRS. ABRAHAM & WILLIAMS, LTD., will sell, as above, at 1 p.m.— 30 fat ewes and wethers, 80 2-tooth wethers, 30 lambs, 10 heifers (calve in August), 3 springing heifers, 4 empty heifers, 3 2-year steers, 7 fat cows, 2 fat bullocks. bbox=[152, 677, 265, 749]
ad-body: 24 GREY STREET, WELLINGTON, AND AT ENGLISH BUILDINGS, DANNEVIRKE. bbox=[532, 554, 803, 567]
classified-ad bbox=[152, 1193, 265, 1273]
ad-heading: EXPANDED METAL bbox=[36, 1096, 121, 1107]
ad-body: 6 ACRES, right in the heart of the Borough of Levin, half-mile to D.R. School. 15 ACRES, all ploughable, on the main road, close to creamery, etc.; 5-roomed house. £1100. 26 ACRES, all ploughable, fenced and subdivided; 4-roomed cottage. Price and terms apply PARKER AND VINCENT, LEVIN. bbox=[532, 1131, 803, 1168]
ad-body: N.Z. LOAN AND MERCANTILE AGENCY CO., LTD., will offer for sale at 1 p.m. the following:— 100 empty ewes, 54 fat wethers, 23 fat ewes, 121 m.s. weaners (fats), 20 store cows (fats), 30 2-year steers, 5 fat cows, 5 forward condition cows, 2 good dairy cows, spring calvers, 1 springing heifer, 1 heifer, 1 bull. bbox=[152, 241, 265, 322]
ad-body: WANTED to Sell, New Weed-end Furnished Cottage, Seatoun, Wellington; gas cooker, copper, and fittings, enamel baths, tubs, patent w.c., splendid view. 5 minutes from tram and beach. Price £990. Apply Real Estate, Masterton. bbox=[152, 1124, 265, 1187]
ad-body: LAND AND ESTATE AGENTS, 93 FEATHERSTON STREET, WELLINGTON. bbox=[532, 474, 779, 487]
classified-ad bbox=[532, 1174, 803, 1230]
classified-ad bbox=[532, 142, 803, 177]
agent-name: F. P. WELCH, bbox=[913, 1022, 999, 1038]
ad-body: 170 ACRES, O.R.P., heavy limestone country; all bush; half felled and grassed, 4 paddocks. Good homestead and yards. 2 to 3 sheep country. Price £10 per acre; balance on easy terms. Box 160. bbox=[812, 1347, 1100, 1376]
classified-ad bbox=[532, 552, 803, 587]
classified-ad bbox=[152, 68, 265, 219]
ad-body: 3000 ACRES, 500 acres in English grass, balance bush; 6 miles from railway, in Waikato district; 6 paddocks; great balance-fattening country. Price, £3 per acre; no mortgage; or exchange for about 1000 acres in Hawke's Bay. 400 ACRES, all in English grass; 180 acres ploughable; part in swedes; 5 sheep and cattle country; L.I.P.; rent £20 per year; 6 miles from Post Office. GOOD property for sale—Family Store and Post Office, with good connection. £400 cash. No goodwill. Apply bbox=[812, 185, 1100, 240]
agent-address: PALMERSTON NORTH. bbox=[1021, 794, 1100, 804]
classified-ad bbox=[812, 270, 1100, 350]
ad-list bbox=[532, 68, 803, 1348]
ad-body: PLUMBERS, COPPERSMITHS, AND SHEET-METAL WORKERS. MANUFACTURERS of Acme Water Heaters, and Makers of Patent Skylights. Motor work a speciality. ALFRED AND GRIFFITHS, 23 and 25 Egmont Street, Wellington. bbox=[14, 1388, 143, 1452]
ad-heading: 490 ACRES OF FIRST-SHEEP COUNTRY. bbox=[582, 1177, 753, 1188]
ad-body: 100 ACRES, all ploughable land, in first-class order. House 4 rooms, 12-bail cowshed, concrete floor, well watered by running streams. Cows producing well over £200 last season. PRICE, £45. TERMS, £800 CASH. Apply bbox=[532, 1048, 803, 1077]
ad-body: WELLINGTON. bbox=[532, 143, 587, 156]
ad-body: ESTATE AGENTS, B.N. COMPANY'S BUILDINGS, ROTORUA. bbox=[532, 1315, 736, 1328]
ad-heading: STOCK FOR FREEZING. bbox=[156, 945, 261, 956]
classified-ad bbox=[427, 558, 523, 690]
ad-subtitle: THURSDAY, MAY 24th. bbox=[172, 487, 245, 497]
ad-heading: UNRESERVED CLEARING SALE bbox=[22, 71, 135, 92]
ad-heading: LEVIN PROPERTIES. bbox=[622, 1121, 713, 1132]
